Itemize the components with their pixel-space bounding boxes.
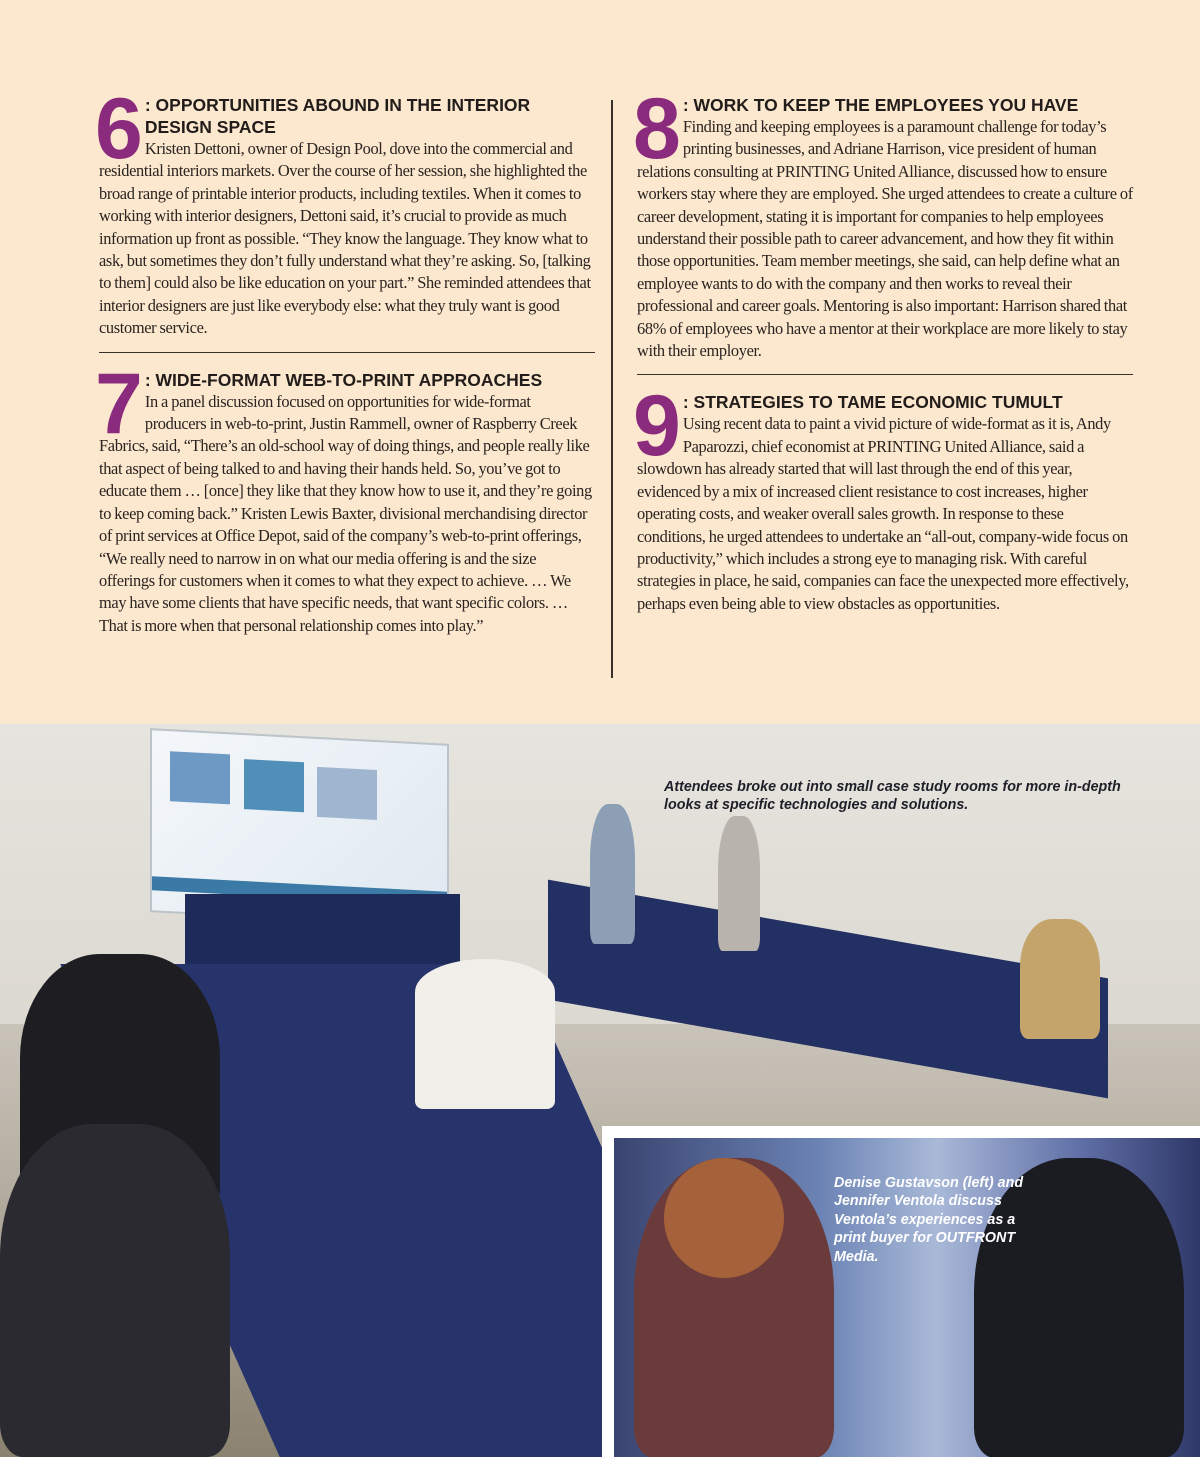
section-heading: : OPPORTUNITIES ABOUND IN THE INTERIOR DESIGN SPACE (144, 95, 531, 137)
panelist-figure (1020, 919, 1100, 1039)
attendee-figure (0, 1124, 230, 1457)
section-7 (95, 355, 595, 637)
right-column (633, 81, 1133, 615)
section-heading: : STRATEGIES TO TAME ECONOMIC TUMULT (682, 392, 1063, 413)
left-column (95, 81, 595, 637)
section-body: Finding and keeping employees is a paramount challenge for today’s printing businesses, and Adriane Harrison, vice president of human relations consulting at PRINTING United Alliance, discussed how to ensure workers stay where they are employed. She urged attendees to create a culture of career development, stating it is important for companies to help employees understand their possible path to career advancement, and how they fit within those opportunities. Team member meetings, she said, can help define what an employee wants to do with the company and then works to reveal their professional and career goals. Mentoring is also important: Harrison shared that 68% of employees who have a mentor at their workplace are more likely to stay with their employer. (637, 117, 1133, 361)
projector-table (415, 959, 555, 1109)
panelist-figure (590, 804, 635, 944)
inset-photo-caption: Denise Gustavson (left) and Jennifer Ventola discuss Ventola’s experiences as a print buyer for OUTFRONT Media. (834, 1175, 1024, 1265)
section-number: 9 (633, 378, 679, 475)
panelist-figure (718, 816, 760, 951)
speaker-figure (634, 1158, 834, 1457)
section-9 (633, 378, 1133, 615)
column-divider (611, 100, 613, 678)
section-heading: : WIDE-FORMAT WEB-TO-PRINT APPROACHES (144, 369, 543, 390)
section-body: In a panel discussion focused on opportunities for wide-format producers in web-to-print, Justin Rammell, owner of Raspberry Creek Fabrics, said, “There’s an old-school way of doing things, and people really like that aspect of being talked to and having their hands held. So, you’ve got to educate them … [once] they like that they know how to use it, and they’re going to keep coming back.” Kristen Lewis Baxter, divisional merchandising director of print services at Office Depot, said of the company’s web-to-print offerings, “We really need to narrow in on what our media offering is and the size offerings for customers when it comes to what they expect to achieve. … We may have some clients that have specific needs, that want specific colors. … That is more when that personal relationship comes into play.” (99, 391, 592, 635)
section-body: Kristen Dettoni, owner of Design Pool, dove into the commercial and residential interiors markets. Over the course of her session, she highlighted the broad range of printable interior products, including textiles. When it comes to working with interior designers, Dettoni said, it’s crucial to provide as much information up front as possible. “They know the language. They know what to ask, but sometimes they don’t fully understand what they’re asking. So, [talking to them] could also be like education on your part.” She reminded attendees that interior designers are just like everybody else: what they truly want is good customer service. (99, 139, 591, 338)
section-body: Using recent data to paint a vivid picture of wide-format as it is, Andy Paparozzi, chief economist at PRINTING United Alliance, said a slowdown has already started that will last through the end of this year, evidenced by a mix of increased client resistance to cost increases, higher operating costs, and weaker overall sales growth. In response to these conditions, he urged attendees to undertake an “all-out, company-wide focus on productivity,” which includes a strong eye to managing risk. With careful strategies in place, he said, companies can face the unexpected more effectively, perhaps even being able to view obstacles as opportunities. (637, 414, 1129, 613)
section-number: 8 (633, 81, 679, 177)
section-number: 7 (95, 355, 141, 452)
section-8 (633, 81, 1133, 362)
section-6 (95, 81, 595, 340)
main-photo-caption: Attendees broke out into small case study rooms for more in-depth looks at specific technologies and solutions. (664, 779, 1121, 814)
section-number: 6 (95, 81, 141, 177)
section-heading: : WORK TO KEEP THE EMPLOYEES YOU HAVE (682, 95, 1079, 115)
